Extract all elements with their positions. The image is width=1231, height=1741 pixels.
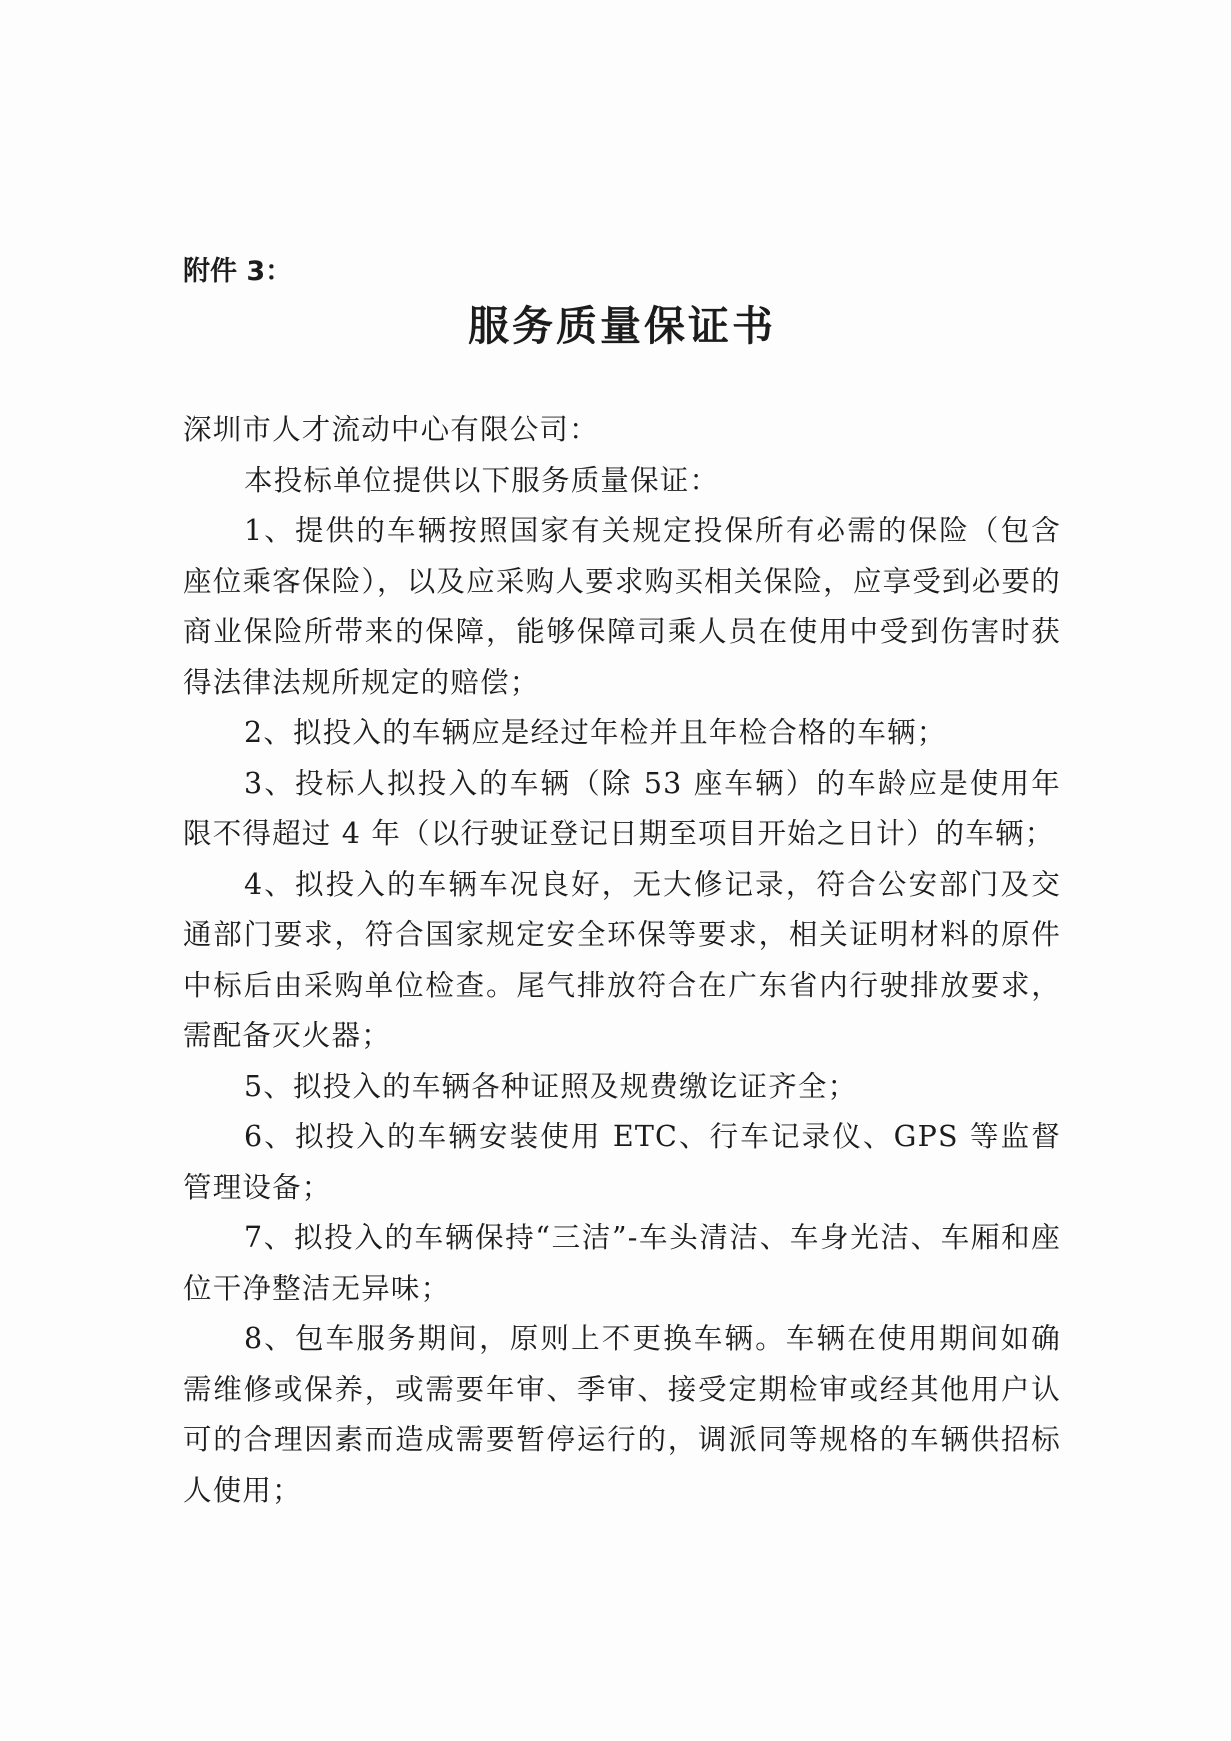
document-title: 服务质量保证书: [468, 302, 776, 350]
guarantee-item: 1、提供的车辆按照国家有关规定投保所有必需的保险（包含座位乘客保险），以及应采购人要求购买相关保险，应享受到必要的商业保险所带来的保障，能够保障司乘人员在使用中受到伤害时获得法律法规所规定的赔偿；: [183, 514, 1061, 699]
guarantee-item: 5、拟投入的车辆各种证照及规费缴讫证齐全；: [244, 1069, 858, 1103]
intro-paragraph: 本投标单位提供以下服务质量保证：: [244, 463, 720, 497]
guarantee-item: 3、投标人拟投入的车辆（除 53 座车辆）的车龄应是使用年限不得超过 4 年（以行驶证登记日期至项目开始之日计）的车辆；: [183, 766, 1061, 850]
document-body: [183, 405, 1061, 1516]
guarantee-item: 6、拟投入的车辆安装使用 ETC、行车记录仪、GPS 等监督管理设备；: [183, 1120, 1061, 1204]
document-content: [183, 250, 1061, 1507]
guarantee-item: 8、包车服务期间，原则上不更换车辆。车辆在使用期间如确需维修或保养，或需要年审、季审、接受定期检审或经其他用户认可的合理因素而造成需要暂停运行的，调派同等规格的车辆供招标人使用；: [183, 1322, 1061, 1507]
attachment-label: 附件 3：: [183, 256, 293, 287]
guarantee-item: 7、拟投入的车辆保持“三洁”-车头清洁、车身光洁、车厢和座位干净整洁无异味；: [183, 1221, 1061, 1305]
guarantee-item: 4、拟投入的车辆车况良好，无大修记录，符合公安部门及交通部门要求，符合国家规定安全环保等要求，相关证明材料的原件中标后由采购单位检查。尾气排放符合在广东省内行驶排放要求，需配备灭火器；: [183, 867, 1061, 1052]
addressee: 深圳市人才流动中心有限公司：: [183, 413, 599, 446]
guarantee-item: 2、拟投入的车辆应是经过年检并且年检合格的车辆；: [244, 716, 947, 749]
